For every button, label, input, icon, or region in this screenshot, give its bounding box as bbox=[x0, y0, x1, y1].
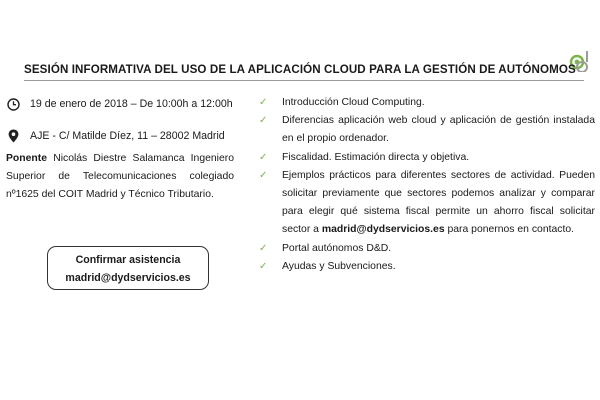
event-date-text: 19 de enero de 2018 – De 10:00h a 12:00h bbox=[30, 98, 233, 110]
event-location bbox=[6, 129, 225, 143]
agenda-item bbox=[259, 258, 595, 276]
checkmark-icon: ✓ bbox=[259, 97, 268, 108]
agenda-item-text: Fiscalidad. Estimación directa y objetiva. bbox=[282, 151, 470, 163]
agenda-item bbox=[259, 240, 595, 258]
checkmark-icon: ✓ bbox=[259, 242, 268, 254]
event-date bbox=[6, 97, 233, 111]
page-title: SESIÓN INFORMATIVA DEL USO DE LA APLICACIÓN CLOUD PARA LA GESTIÓN DE AUTÓNOMOS bbox=[24, 63, 576, 76]
agenda-item bbox=[259, 167, 595, 240]
agenda-item-text: Diferencias aplicación web cloud y aplicación de gestión instalada en el propio ordenador. bbox=[282, 115, 595, 145]
speaker-info bbox=[6, 150, 234, 204]
agenda-item bbox=[259, 94, 595, 112]
agenda-email-link[interactable]: madrid@dydservicios.es bbox=[321, 224, 445, 236]
agenda-item-text: Ejemplos prácticos para diferentes sectores de actividad. Pueden solicitar previamente que sectores podemos analizar y comparar para elegir qué sistema fiscal permite un ahorro fiscal solicitar sector a bbox=[282, 169, 595, 236]
agenda-item-text-end: para ponernos en contacto. bbox=[444, 224, 575, 236]
location-pin-icon bbox=[6, 129, 20, 143]
confirm-email-link[interactable]: madrid@dydservicios.es bbox=[65, 272, 191, 284]
checkmark-icon: ✓ bbox=[259, 151, 268, 163]
checkmark-icon: ✓ bbox=[259, 260, 268, 272]
agenda-item-text: Portal autónomos D&D. bbox=[282, 242, 392, 254]
confirm-label: Confirmar asistencia bbox=[75, 254, 181, 266]
agenda-item-text: Introducción Cloud Computing. bbox=[282, 97, 425, 108]
confirm-attendance-box[interactable] bbox=[47, 246, 209, 290]
agenda-item-text: Ayudas y Subvenciones. bbox=[282, 260, 396, 272]
title-divider bbox=[24, 80, 584, 81]
speaker-text: Nicolás Diestre Salamanca Ingeniero Superior de Telecomunicaciones colegiado nº1625 del COIT Madrid y Técnico Tributario. bbox=[6, 153, 234, 200]
speaker-label: Ponente bbox=[6, 153, 47, 164]
agenda-list bbox=[259, 94, 595, 276]
checkmark-icon: ✓ bbox=[259, 169, 268, 181]
clock-icon bbox=[6, 97, 20, 111]
agenda-item bbox=[259, 149, 595, 167]
agenda-item bbox=[259, 112, 595, 148]
event-location-text: AJE - C/ Matilde Díez, 11 – 28002 Madrid bbox=[30, 130, 225, 142]
checkmark-icon: ✓ bbox=[259, 115, 268, 127]
